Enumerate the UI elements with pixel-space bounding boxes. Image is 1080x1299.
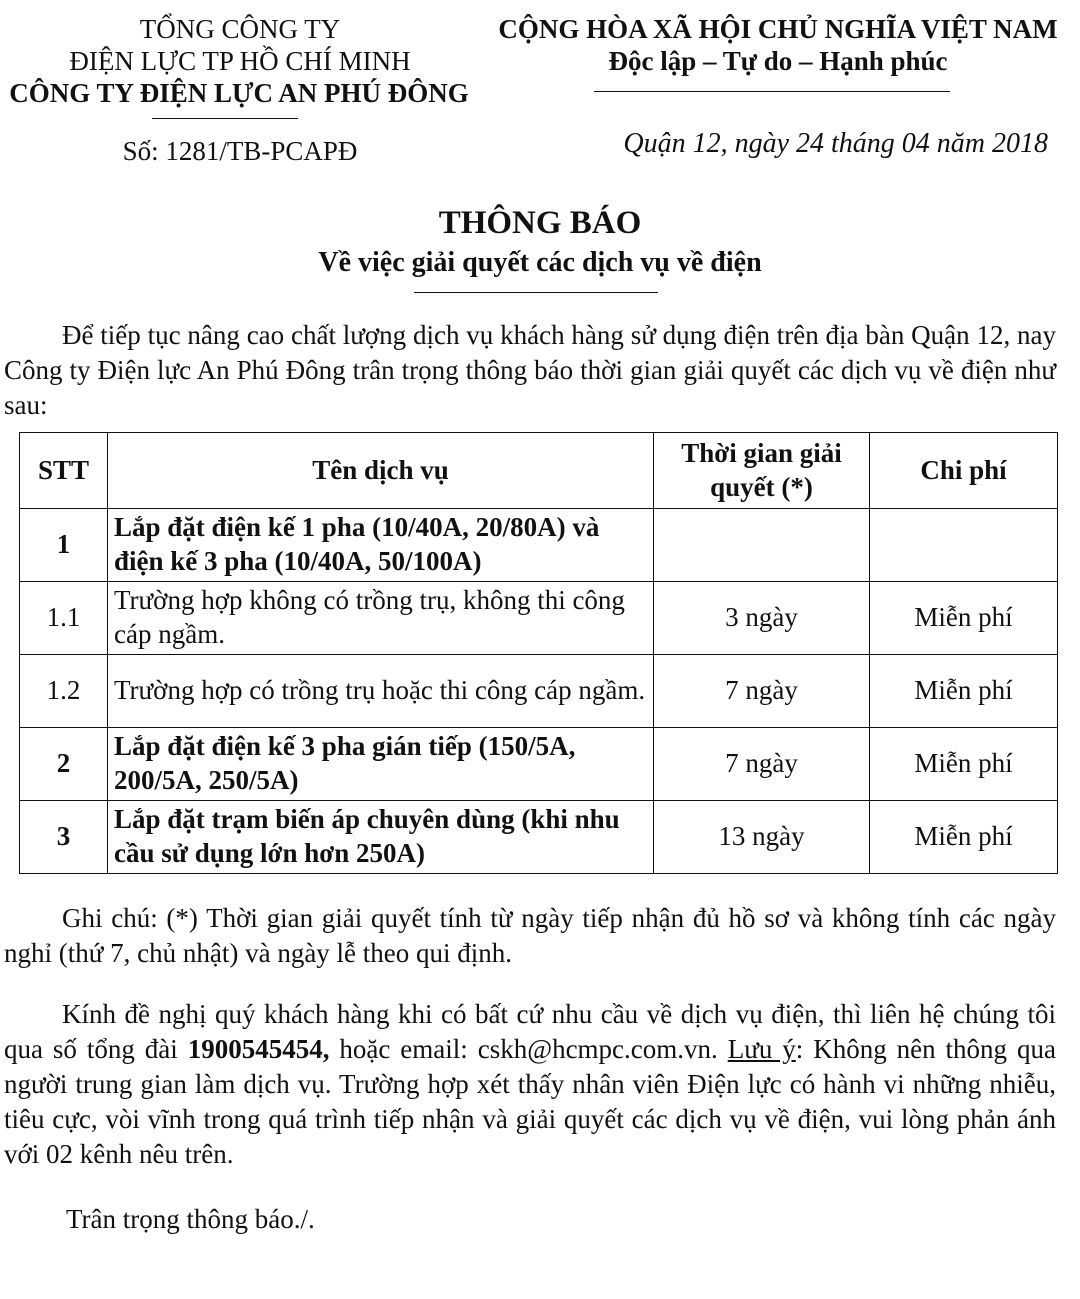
org-parent-name: TỔNG CÔNG TY xyxy=(139,14,341,44)
table-row xyxy=(20,801,1058,874)
org-company-name: CÔNG TY ĐIỆN LỰC AN PHÚ ĐÔNG xyxy=(9,78,469,108)
contact-text-1: Kính đề nghị quý khách hàng khi có bất cứ nhu cầu về dịch vụ điện, thì liên hệ chúng tôi qua số tổng đài xyxy=(4,999,1056,1065)
motto-underline xyxy=(594,91,950,92)
national-motto: Độc lập – Tự do – Hạnh phúc xyxy=(608,46,948,76)
date-line: Quận 12, ngày 24 tháng 04 năm 2018 xyxy=(623,128,1048,159)
table-row xyxy=(20,509,1058,582)
closing-line: Trân trọng thông báo./. xyxy=(66,1204,315,1234)
contact-paragraph xyxy=(4,997,1056,1172)
table-header-row xyxy=(20,433,1058,509)
table-row xyxy=(20,655,1058,728)
header-service-name: Tên dịch vụ xyxy=(108,433,654,509)
row-service-name: Trường hợp có trồng trụ hoặc thi công cáp ngầm. xyxy=(108,655,654,728)
row-time: 7 ngày xyxy=(654,728,870,801)
national-title: CỘNG HÒA XÃ HỘI CHỦ NGHĨA VIỆT NAM xyxy=(498,14,1058,44)
row-service-name: Lắp đặt trạm biến áp chuyên dùng (khi nhu cầu sử dụng lớn hơn 250A) xyxy=(108,801,654,874)
header-fee: Chi phí xyxy=(870,433,1058,509)
table-row xyxy=(20,728,1058,801)
row-service-name: Lắp đặt điện kế 1 pha (10/40A, 20/80A) và điện kế 3 pha (10/40A, 50/100A) xyxy=(108,509,654,582)
org-underline xyxy=(152,118,298,119)
intro-paragraph: Để tiếp tục nâng cao chất lượng dịch vụ khách hàng sử dụng điện trên địa bàn Quận 12, nay Công ty Điện lực An Phú Đông trân trọng thông báo thời gian giải quyết các dịch vụ về điện như sau: xyxy=(4,320,1056,421)
document-number: Số: 1281/TB-PCAPĐ xyxy=(122,136,358,166)
row-service-name: Trường hợp không có trồng trụ, không thi công cáp ngầm. xyxy=(108,582,654,655)
row-stt: 1.2 xyxy=(20,655,108,728)
row-stt: 1 xyxy=(20,509,108,582)
row-stt: 1.1 xyxy=(20,582,108,655)
document-title: THÔNG BÁO xyxy=(438,205,642,241)
note-paragraph: Ghi chú: (*) Thời gian giải quyết tính từ ngày tiếp nhận đủ hồ sơ và không tính các ngày nghỉ (thứ 7, chủ nhật) và ngày lễ theo qui định. xyxy=(4,903,1056,969)
hotline-number: 1900545454, xyxy=(187,1034,330,1065)
header-stt: STT xyxy=(20,433,108,509)
row-service-name: Lắp đặt điện kế 3 pha gián tiếp (150/5A, 200/5A, 250/5A) xyxy=(108,728,654,801)
row-time: 13 ngày xyxy=(654,801,870,874)
row-fee: Miễn phí xyxy=(870,582,1058,655)
document-subtitle: Về việc giải quyết các dịch vụ về điện xyxy=(318,247,762,278)
header-processing-time: Thời gian giải quyết (*) xyxy=(654,433,870,509)
contact-text-2: hoặc email: cskh@hcmpc.com.vn. xyxy=(329,1034,728,1065)
row-stt: 2 xyxy=(20,728,108,801)
row-fee: Miễn phí xyxy=(870,728,1058,801)
table-row xyxy=(20,582,1058,655)
row-time xyxy=(654,509,870,582)
row-fee xyxy=(870,509,1058,582)
contact-text-3: : Không nên thông qua người trung gian làm dịch vụ. Trường hợp xét thấy nhân viên Điện lực có hành vi những nhiễu, tiêu cực, vòi vĩnh trong quá trình tiếp nhận và giải quyết các dịch vụ về điện, vui lòng phản ánh với 02 kênh nêu trên. xyxy=(4,1034,1056,1170)
title-underline xyxy=(414,292,658,293)
attention-label: Lưu ý xyxy=(727,1034,796,1065)
row-time: 3 ngày xyxy=(654,582,870,655)
services-table xyxy=(19,432,1058,874)
row-time: 7 ngày xyxy=(654,655,870,728)
row-fee: Miễn phí xyxy=(870,801,1058,874)
org-parent-name-line2: ĐIỆN LỰC TP HỒ CHÍ MINH xyxy=(69,46,411,76)
row-stt: 3 xyxy=(20,801,108,874)
row-fee: Miễn phí xyxy=(870,655,1058,728)
